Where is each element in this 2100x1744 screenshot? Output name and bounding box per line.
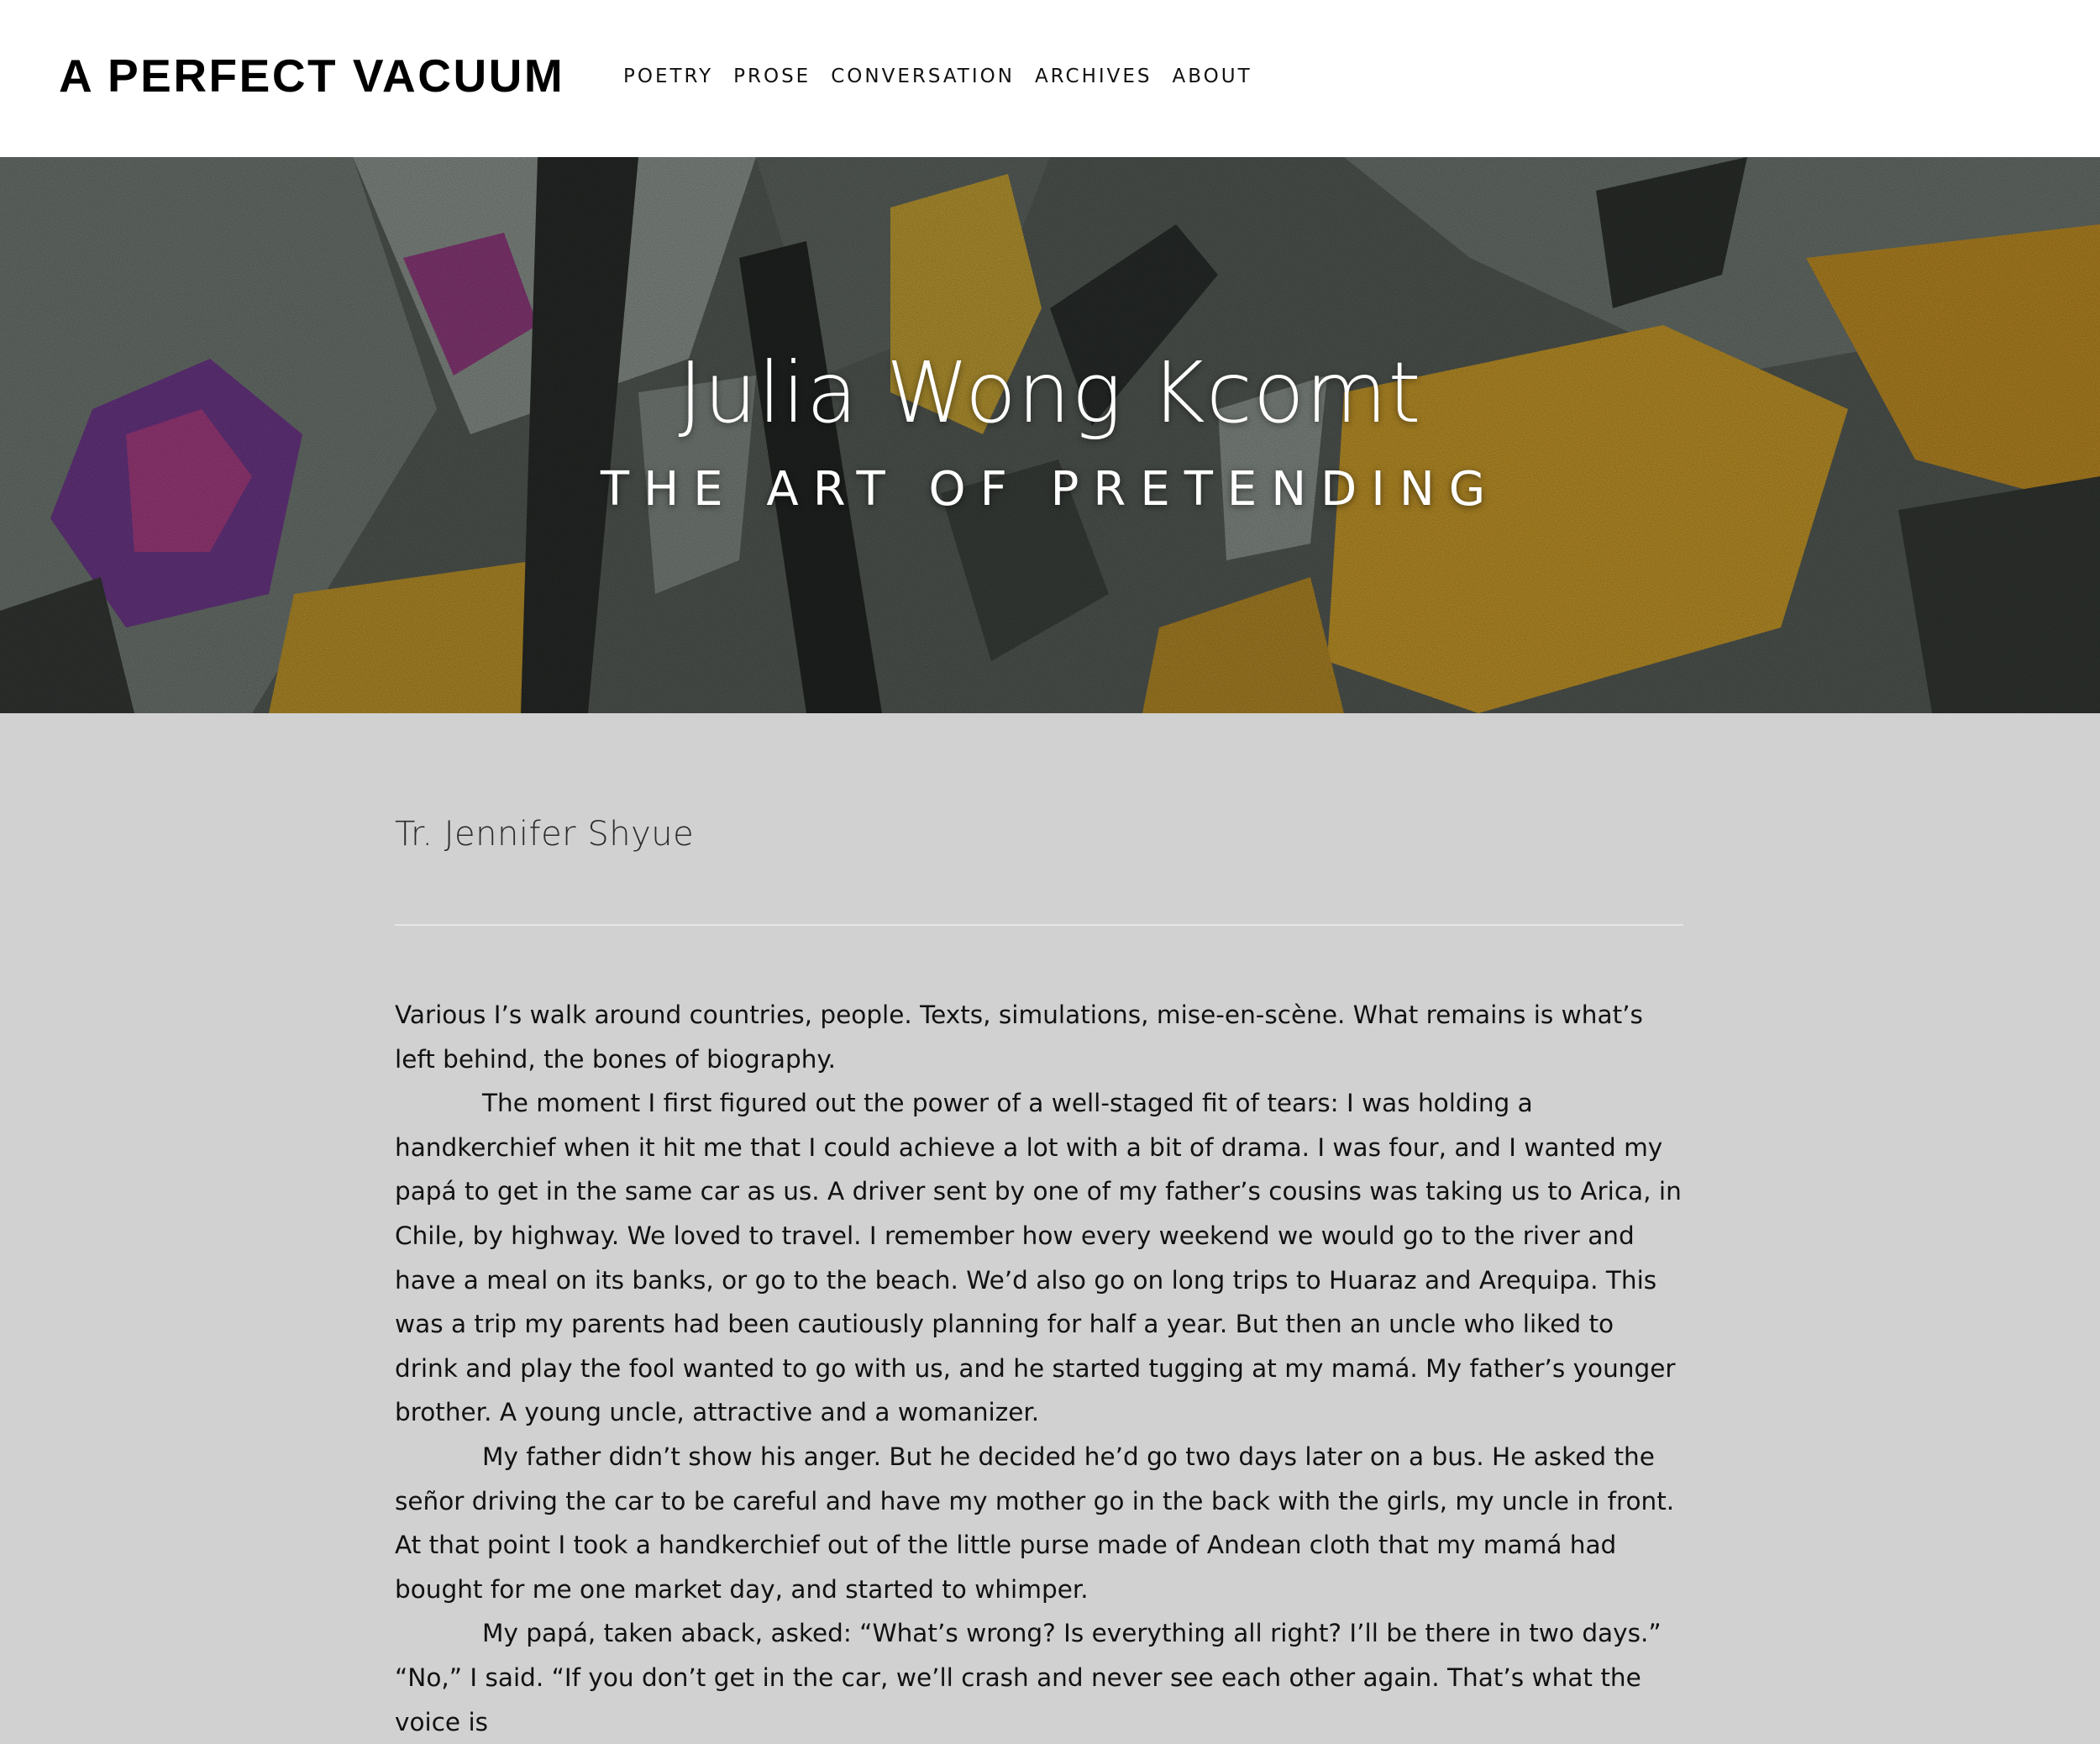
banner-title: THE ART OF PRETENDING (600, 462, 1500, 517)
paragraph: My papá, taken aback, asked: “What’s wrong? Is everything all right? I’ll be there in two days.” “No,” I said. “If you don’t get in the car, we’ll crash and never see each other again. That’s what the voice is (395, 1619, 1662, 1736)
article-body (395, 993, 1683, 1744)
paragraph: Various I’s walk around countries, people. Texts, simulations, mise-en-scène. What remains is what’s left behind, the bones of biography. (395, 1001, 1643, 1074)
divider (395, 924, 1683, 926)
hero-banner (0, 157, 2100, 713)
nav-prose[interactable]: PROSE (733, 66, 811, 87)
site-header (0, 0, 2100, 157)
nav-archives[interactable]: ARCHIVES (1034, 66, 1152, 87)
site-title-link[interactable]: A PERFECT VACUUM (59, 50, 565, 102)
paragraph: The moment I first figured out the power of a well-staged fit of tears: I was holding a handkerchief when it hit me that I could achieve a lot with a bit of drama. I was four, and I wanted my papá to get in the same car as us. A driver sent by one of my father’s cousins was taking us to Arica, in Chile, by highway. We loved to travel. I remember how every weekend we would go to the river and have a meal on its banks, or go to the beach. We’d also go on long trips to Huaraz and Arequipa. This was a trip my parents had been cautiously planning for half a year. But then an uncle who liked to drink and play the fool wanted to go with us, and he started tugging at my mamá. My father’s younger brother. A young uncle, attractive and a womanizer. (395, 1089, 1682, 1427)
nav-about[interactable]: ABOUT (1172, 66, 1252, 87)
paragraph: My father didn’t show his anger. But he decided he’d go two days later on a bus. He asked the señor driving the car to be careful and have my mother go in the back with the girls, my uncle in front. At that point I took a handkerchief out of the little purse made of Andean cloth that my mamá had bought for me one market day, and started to whimper. (395, 1442, 1675, 1604)
article-content (395, 815, 1683, 1736)
nav-conversation[interactable]: CONVERSATION (831, 66, 1015, 87)
translator-credit: Tr. Jennifer Shyue (395, 815, 695, 854)
banner-author: Julia Wong Kcomt (678, 344, 1422, 442)
nav-poetry[interactable]: POETRY (623, 66, 714, 87)
main-nav (623, 66, 1273, 87)
